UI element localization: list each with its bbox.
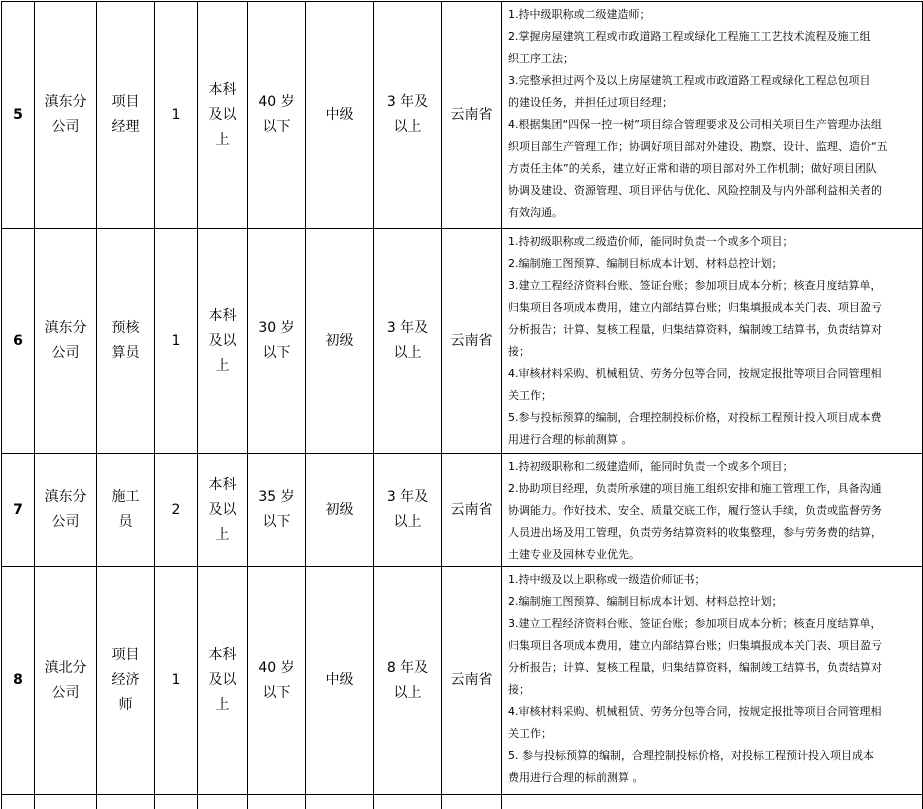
requirement-line: 1.持中级及以上职称或一级造价师证书；: [508, 569, 916, 591]
requirement-line: 协调及建设、资源管理、项目评估与优化、风险控制及与内外部利益相关者的: [508, 180, 916, 202]
requirement-line: 4.审核材料采购、机械租赁、劳务分包等合同，按规定报批等项目合同管理相: [508, 701, 916, 723]
requirement-line: 归集项目各项成本费用，建立内部结算台账；归集填报成本关门表、项目盈亏: [508, 635, 916, 657]
requirement-line: 有效沟通。: [508, 202, 916, 224]
age-cell-line: 以下: [248, 341, 305, 366]
requirement-line: 1.持中级职称或二级建造师；: [508, 4, 916, 26]
position-cell-line: 经济: [97, 668, 154, 693]
table-row: [2, 567, 923, 795]
education-cell-line: 本科: [198, 643, 247, 668]
education-cell-line: 及以: [198, 103, 247, 128]
requirement-line: 归集项目各项成本费用，建立内部结算台账；归集填报成本关门表、项目盈亏: [508, 297, 916, 319]
experience-cell-line: 8 年及: [374, 656, 441, 681]
requirement-line: 关工作；: [508, 385, 916, 407]
company-cell: [35, 229, 97, 454]
title-level-cell: 初级: [306, 454, 374, 567]
company-cell-line: 公司: [35, 341, 96, 366]
company-cell: [35, 567, 97, 795]
position-cell-line: 师: [97, 693, 154, 718]
education-cell-line: 本科: [198, 78, 247, 103]
position-cell-line: 施工: [97, 485, 154, 510]
education-cell-line: 上: [198, 354, 247, 379]
requirement-line: 用进行合理的标前测算 。: [508, 429, 916, 451]
company-cell-line: 公司: [35, 115, 96, 140]
requirement-line: 2.协助项目经理，负责所承建的项目施工组织安排和施工管理工作，具备沟通: [508, 478, 916, 500]
company-cell-line: 滇东分: [35, 485, 96, 510]
row-number: 7: [2, 454, 35, 567]
experience-cell: [374, 2, 442, 229]
requirement-line: 关工作；: [508, 723, 916, 745]
age-cell-line: 40 岁: [248, 656, 305, 681]
company-cell-line: 公司: [35, 510, 96, 535]
education-cell-line: 及以: [198, 668, 247, 693]
position-cell: [97, 454, 155, 567]
position-cell-line: 项目: [97, 643, 154, 668]
education-cell-line: 上: [198, 693, 247, 718]
location-cell: 云南省: [442, 567, 502, 795]
job-postings-table: [1, 1, 923, 809]
requirements-cell: [502, 229, 923, 454]
requirement-line: 1.持初级职称和二级建造师，能同时负责一个或多个项目；: [508, 456, 916, 478]
position-cell-line: 预核: [97, 316, 154, 341]
requirement-line: 分析报告；计算、复核工程量，归集结算资料，编制竣工结算书，负责结算对: [508, 319, 916, 341]
position-cell: [97, 567, 155, 795]
requirement-line: 的建设任务，并担任过项目经理；: [508, 92, 916, 114]
company-cell-line: 滇东分: [35, 316, 96, 341]
row-number: 6: [2, 229, 35, 454]
experience-cell: [374, 229, 442, 454]
education-cell: [198, 567, 248, 795]
company-cell: [35, 2, 97, 229]
company-cell-line: 滇北分: [35, 656, 96, 681]
age-cell: [248, 454, 306, 567]
requirement-line: 3.完整承担过两个及以上房屋建筑工程或市政道路工程或绿化工程总包项目: [508, 70, 916, 92]
requirement-line: 2.掌握房屋建筑工程或市政道路工程或绿化工程施工工艺技术流程及施工组: [508, 26, 916, 48]
age-cell-line: 30 岁: [248, 316, 305, 341]
requirement-line: 协调能力。作好技术、安全、质量交底工作，履行签认手续，负责或监督劳务: [508, 500, 916, 522]
age-cell: [248, 229, 306, 454]
requirement-line: 1.持初级职称或二级造价师，能同时负责一个或多个项目；: [508, 231, 916, 253]
requirement-line: 织项目部生产管理工作；协调好项目部对外建设、勘察、设计、监理、造价“五: [508, 136, 916, 158]
requirements-cell: [502, 567, 923, 795]
table-row: [2, 454, 923, 567]
location-cell: 云南省: [442, 229, 502, 454]
education-cell-line: 及以: [198, 498, 247, 523]
requirement-line: 5. 参与投标预算的编制，合理控制投标价格，对投标工程预计投入项目成本: [508, 745, 916, 767]
experience-cell-line: 以上: [374, 115, 441, 140]
row-number: 5: [2, 2, 35, 229]
education-cell-line: 上: [198, 128, 247, 153]
headcount-cell: 1: [155, 2, 198, 229]
title-level-cell: 中级: [306, 567, 374, 795]
requirement-line: 方责任主体”的关系，建立好正常和谐的项目部对外工作机制；做好项目团队: [508, 158, 916, 180]
experience-cell: [374, 454, 442, 567]
table-row: [2, 229, 923, 454]
requirement-line: 5.参与投标预算的编制，合理控制投标价格，对投标工程预计投入项目成本费: [508, 407, 916, 429]
age-cell: [248, 2, 306, 229]
position-cell-line: 项目: [97, 90, 154, 115]
requirement-line: 分析报告；计算、复核工程量，归集结算资料，编制竣工结算书，负责结算对: [508, 657, 916, 679]
headcount-cell: 1: [155, 229, 198, 454]
education-cell-line: 及以: [198, 329, 247, 354]
location-cell: 云南省: [442, 454, 502, 567]
company-cell-line: 公司: [35, 681, 96, 706]
requirements-cell: [502, 2, 923, 229]
education-cell-line: 本科: [198, 473, 247, 498]
requirement-line: 4.根据集团“四保一控一树”项目综合管理要求及公司相关项目生产管理办法组: [508, 114, 916, 136]
requirement-line: 2.编制施工图预算、编制目标成本计划、材料总控计划；: [508, 591, 916, 613]
requirement-line: 3.建立工程经济资料台账、签证台账；参加项目成本分析；核查月度结算单，: [508, 613, 916, 635]
requirement-line: 2.编制施工图预算、编制目标成本计划、材料总控计划；: [508, 253, 916, 275]
experience-cell: [374, 567, 442, 795]
age-cell-line: 40 岁: [248, 90, 305, 115]
experience-cell-line: 3 年及: [374, 316, 441, 341]
requirement-line: 接；: [508, 679, 916, 701]
age-cell-line: 35 岁: [248, 485, 305, 510]
education-cell-line: 上: [198, 523, 247, 548]
experience-cell-line: 以上: [374, 510, 441, 535]
headcount-cell: 2: [155, 454, 198, 567]
headcount-cell: 1: [155, 567, 198, 795]
education-cell: [198, 2, 248, 229]
experience-cell-line: 3 年及: [374, 90, 441, 115]
requirement-line: 接；: [508, 341, 916, 363]
table-row: [2, 2, 923, 229]
age-cell-line: 以下: [248, 115, 305, 140]
company-cell-line: 滇东分: [35, 90, 96, 115]
position-cell-line: 员: [97, 510, 154, 535]
experience-cell-line: 以上: [374, 341, 441, 366]
requirement-line: 费用进行合理的标前测算 。: [508, 767, 916, 789]
age-cell: [248, 567, 306, 795]
requirement-line: 4.审核材料采购、机械租赁、劳务分包等合同，按规定报批等项目合同管理相: [508, 363, 916, 385]
title-level-cell: 中级: [306, 2, 374, 229]
position-cell: [97, 2, 155, 229]
requirement-line: 3.建立工程经济资料台账、签证台账；参加项目成本分析；核查月度结算单，: [508, 275, 916, 297]
age-cell-line: 以下: [248, 681, 305, 706]
row-number: 8: [2, 567, 35, 795]
title-level-cell: 初级: [306, 229, 374, 454]
experience-cell-line: 3 年及: [374, 485, 441, 510]
position-cell-line: 算员: [97, 341, 154, 366]
requirement-line: 土建专业及园林专业优先。: [508, 544, 916, 566]
requirement-line: 人员进出场及用工管理，负责劳务结算资料的收集整理，参与劳务费的结算，: [508, 522, 916, 544]
position-cell-line: 经理: [97, 115, 154, 140]
location-cell: 云南省: [442, 2, 502, 229]
age-cell-line: 以下: [248, 510, 305, 535]
education-cell: [198, 229, 248, 454]
education-cell: [198, 454, 248, 567]
requirements-cell: [502, 454, 923, 567]
position-cell: [97, 229, 155, 454]
company-cell: [35, 454, 97, 567]
education-cell-line: 本科: [198, 304, 247, 329]
requirement-line: 织工序工法；: [508, 48, 916, 70]
experience-cell-line: 以上: [374, 681, 441, 706]
